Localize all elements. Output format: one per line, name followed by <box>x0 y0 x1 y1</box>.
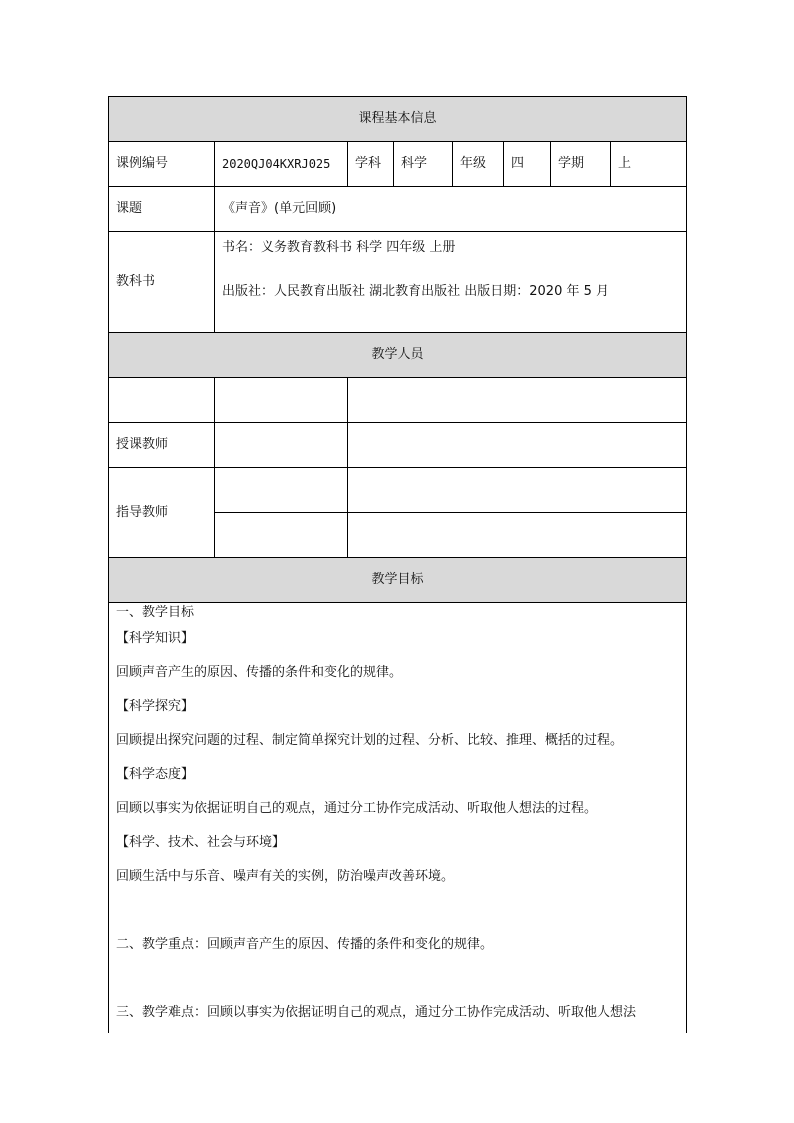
staff-blank-label <box>109 378 215 423</box>
objectives-line: 三、教学难点：回顾以事实为依据证明自己的观点，通过分工协作完成活动、听取他人想法 <box>116 1005 637 1020</box>
objectives-header: 教学目标 <box>109 558 687 603</box>
mentor-label: 指导教师 <box>109 468 215 558</box>
basic-info-header-row <box>109 97 687 142</box>
objectives-body <box>109 603 687 1034</box>
objectives-line: 一、教学目标 <box>116 605 195 620</box>
textbook-info <box>215 232 687 333</box>
mentor-name-1 <box>215 468 348 513</box>
subject-label: 学科 <box>348 142 394 187</box>
staff-header: 教学人员 <box>109 333 687 378</box>
teacher-row <box>109 423 687 468</box>
mentor-row-1 <box>109 468 687 513</box>
topic-row <box>109 187 687 232</box>
grade-label: 年级 <box>453 142 504 187</box>
topic-label: 课题 <box>109 187 215 232</box>
staff-blank-unit <box>348 378 687 423</box>
teacher-name <box>215 423 348 468</box>
objectives-line: 回顾提出探究问题的过程、制定简单探究计划的过程、分析、比较、推理、概括的过程。 <box>116 733 624 748</box>
textbook-row <box>109 232 687 333</box>
staff-header-row <box>109 333 687 378</box>
objectives-body-row <box>109 603 687 1034</box>
textbook-publisher: 出版社：人民教育出版社 湖北教育出版社 出版日期：2020 年 5 月 <box>222 284 610 299</box>
basic-info-header: 课程基本信息 <box>109 97 687 142</box>
course-no-value: 2020QJ04KXRJ025 <box>215 142 348 187</box>
textbook-label: 教科书 <box>109 232 215 333</box>
objectives-header-row <box>109 558 687 603</box>
objectives-line: 【科学探究】 <box>116 699 195 714</box>
mentor-unit-2 <box>348 513 687 558</box>
grade-value: 四 <box>504 142 551 187</box>
teacher-unit <box>348 423 687 468</box>
topic-value: 《声音》(单元回顾) <box>215 187 687 232</box>
lesson-info-table <box>108 96 687 1033</box>
teacher-label: 授课教师 <box>109 423 215 468</box>
objectives-line <box>116 969 686 1003</box>
objectives-line <box>116 901 686 935</box>
subject-value: 科学 <box>394 142 453 187</box>
course-meta-row <box>109 142 687 187</box>
staff-blank-name <box>215 378 348 423</box>
objectives-line: 回顾以事实为依据证明自己的观点，通过分工协作完成活动、听取他人想法的过程。 <box>116 801 598 816</box>
term-label: 学期 <box>551 142 611 187</box>
term-value: 上 <box>611 142 687 187</box>
lesson-info-document <box>108 96 686 1033</box>
objectives-line: 【科学、技术、社会与环境】 <box>116 835 286 850</box>
mentor-unit-1 <box>348 468 687 513</box>
objectives-line: 【科学态度】 <box>116 767 195 782</box>
objectives-line: 回顾声音产生的原因、传播的条件和变化的规律。 <box>116 665 403 680</box>
mentor-name-2 <box>215 513 348 558</box>
objectives-line: 【科学知识】 <box>116 631 195 646</box>
course-no-label: 课例编号 <box>109 142 215 187</box>
staff-blank-row <box>109 378 687 423</box>
objectives-line: 回顾生活中与乐音、噪声有关的实例，防治噪声改善环境。 <box>116 869 455 884</box>
textbook-title: 书名：义务教育教科书 科学 四年级 上册 <box>222 240 456 255</box>
objectives-line: 二、教学重点：回顾声音产生的原因、传播的条件和变化的规律。 <box>116 937 494 952</box>
